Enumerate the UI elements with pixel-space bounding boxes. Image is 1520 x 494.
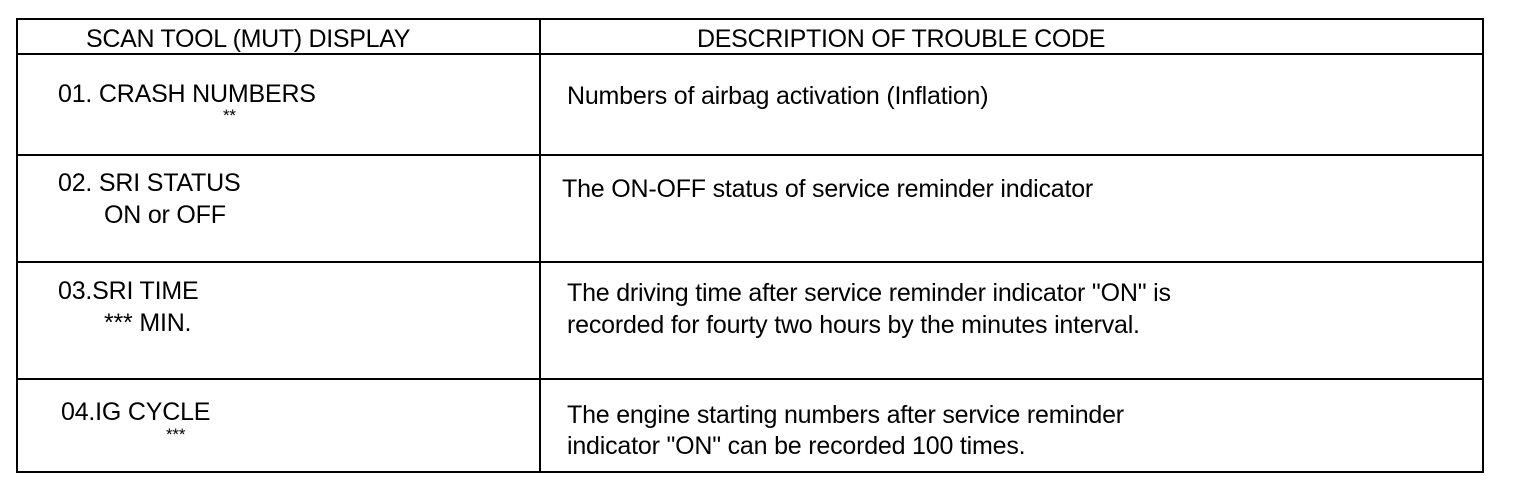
column-divider (539, 20, 541, 471)
trouble-code-table (16, 18, 1484, 473)
display-label: 03.SRI TIME (58, 277, 199, 305)
row-divider (18, 154, 1482, 156)
display-value: *** (166, 425, 186, 444)
description-text-line1: The driving time after service reminder indicator "ON" is (567, 279, 1171, 307)
display-value: ** (223, 106, 236, 125)
display-value: *** MIN. (104, 309, 192, 337)
header-scan-tool-display: SCAN TOOL (MUT) DISPLAY (86, 25, 411, 53)
row-divider (18, 261, 1482, 263)
description-text: Numbers of airbag activation (Inflation) (567, 82, 989, 110)
table-row-display (58, 79, 316, 110)
display-label: 01. CRASH NUMBERS (58, 80, 316, 108)
description-text: The ON-OFF status of service reminder indicator (562, 175, 1094, 203)
description-text-line2: indicator "ON" can be recorded 100 times. (567, 432, 1026, 460)
description-text-line2: recorded for fourty two hours by the minutes interval. (567, 311, 1140, 339)
display-value: ON or OFF (104, 201, 226, 229)
display-label: 04.IG CYCLE (61, 398, 211, 426)
display-label: 02. SRI STATUS (58, 169, 241, 197)
header-description: DESCRIPTION OF TROUBLE CODE (697, 25, 1106, 53)
row-divider (18, 378, 1482, 380)
description-text-line1: The engine starting numbers after service reminder (567, 401, 1124, 429)
